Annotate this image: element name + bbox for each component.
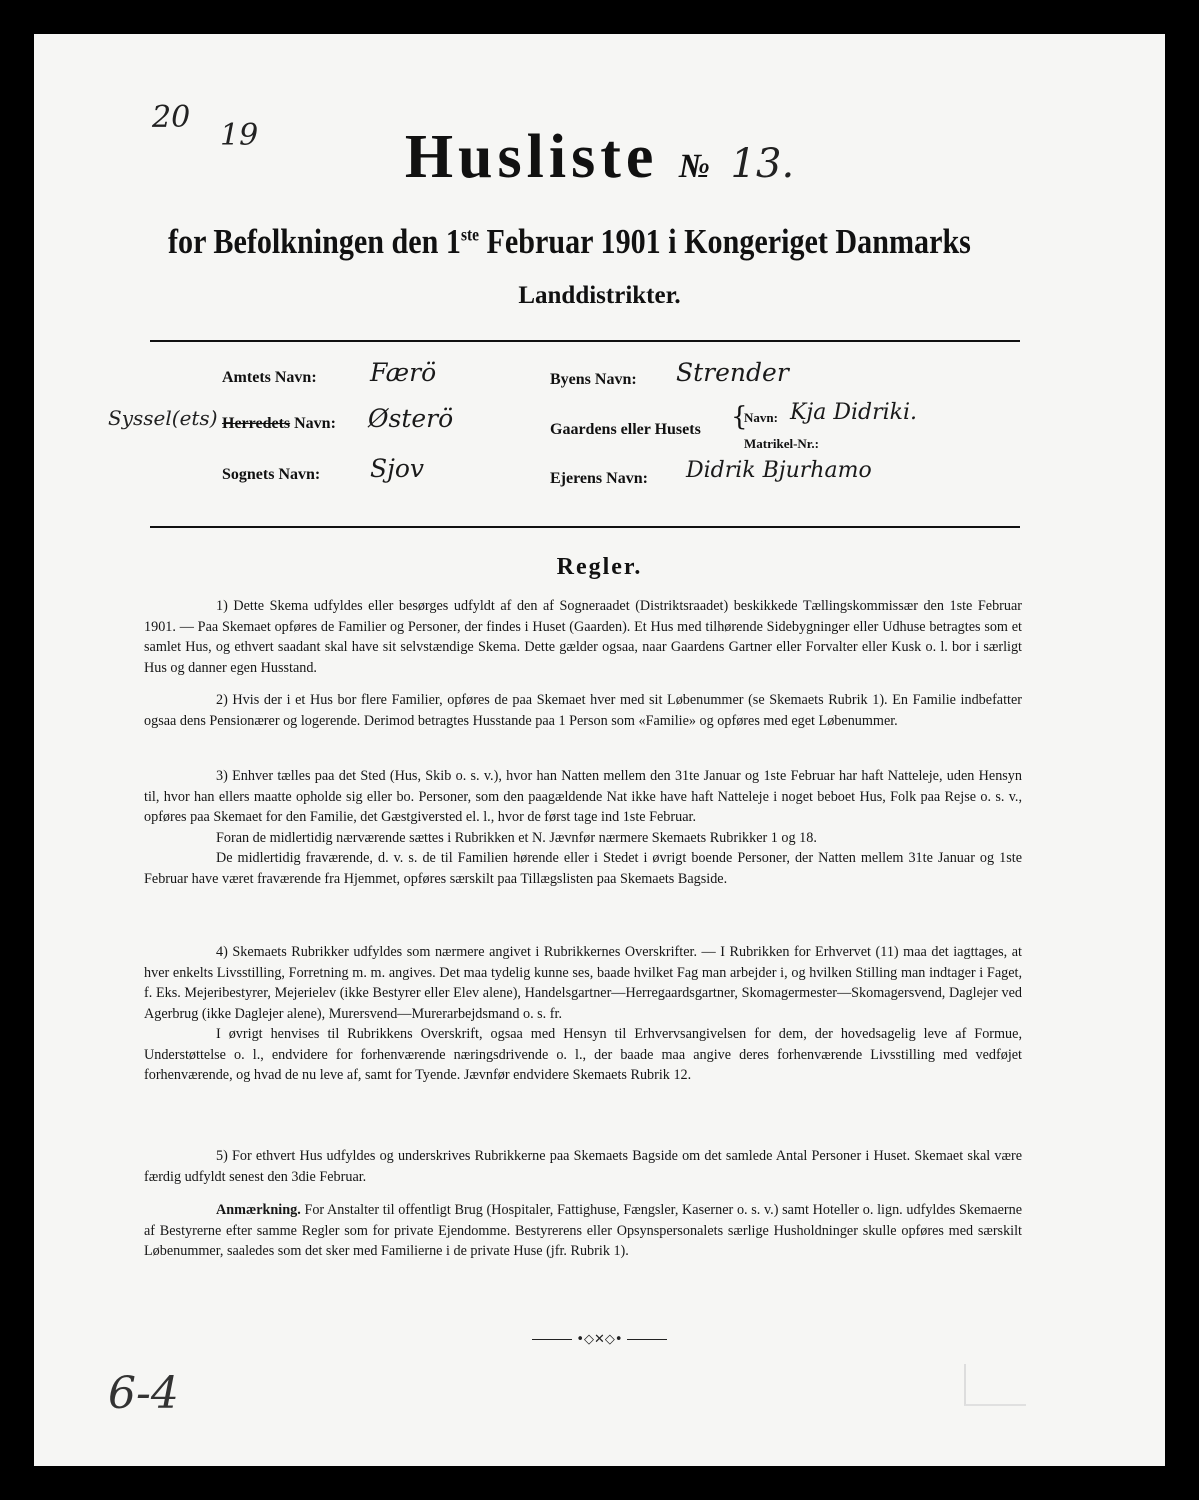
sogn-label: Sognets Navn: — [222, 466, 321, 483]
amt-label: Amtets Navn: — [222, 369, 317, 386]
rule-2 — [144, 690, 1022, 731]
subtitle-pre: for Befolkningen den 1 — [168, 222, 461, 261]
form-title — [34, 122, 1165, 193]
rule-1 — [144, 596, 1022, 678]
archive-number-2: 19 — [220, 118, 259, 153]
gaard-navn-value: Kja Didriki. — [790, 400, 918, 425]
annotation-text — [144, 1200, 1022, 1262]
matrikel-label: Matrikel-Nr.: — [744, 436, 819, 451]
brace-bracket: { — [731, 402, 748, 432]
rule-3-text-a: 3) Enhver tælles paa det Sted (Hus, Skib o. s. v.), hvor han Natten mellem den 31te Januar og 1ste Februar har haft Natteleje, uden Hensyn til, hvor han ellers maatte opholde sig eller bo. Personer, som den paagældende Nat ikke have haft Natteleje i noget beboet Hus, Folk paa Rejse o. s. v., opføres paa Skemaet for den Familie, det Gæstgiversted el. l., hvor de først tage ind 1ste Februar. — [144, 768, 1022, 825]
rule-3-text-b: Foran de midlertidig nærværende sættes i Rubrikken et N. Jævnfør nærmere Skemaets Rubrikker 1 og 18. — [216, 829, 817, 846]
census-form-page — [34, 34, 1165, 1466]
rule-5-text: 5) For ethvert Hus udfyldes og underskrives Rubrikkerne paa Skemaets Bagside om det samlede Antal Personer i Huset. Skemaet skal være færdig udfyldt senest den 3die Februar. — [144, 1148, 1022, 1185]
archive-number-1: 20 — [152, 100, 191, 135]
ornament-line-left — [532, 1339, 572, 1340]
form-subtitle — [168, 222, 971, 262]
rule-3-text-c: De midlertidig fraværende, d. v. s. de til Familien hørende eller i Stedet i øvrigt boende Personer, der Natten mellem 31te Januar og 1ste Februar have været fraværende fra Hjemmet, opføres særskilt paa Tillægslisten paa Skemaets Bagside. — [144, 850, 1022, 887]
number-label: № — [678, 148, 711, 185]
bleed-through-mark — [964, 1364, 1026, 1406]
ornament-divider — [34, 1332, 1165, 1347]
title-text: Husliste — [404, 123, 659, 191]
by-label: Byens Navn: — [550, 371, 637, 388]
rule-2-text: 2) Hvis der i et Hus bor flere Familier, opføres de paa Skemaet hver med sit Løbenummer (se Skemaets Rubrik 1). En Familie indbefatter ogsaa dens Pensionærer og logerende. Derimod betragtes Husstande paa 1 Person som «Familie» og opføres med eget Løbenummer. — [144, 692, 1022, 729]
ornament-glyphs: •◇✕◇• — [576, 1332, 623, 1347]
gaard-label: Gaardens eller Husets — [550, 421, 701, 438]
ejer-value: Didrik Bjurhamo — [686, 458, 872, 483]
annotation — [144, 1200, 1022, 1262]
by-value: Strender — [676, 358, 789, 387]
rules-heading: Regler. — [556, 554, 643, 580]
herred-label-navn: Navn: — [294, 415, 336, 432]
number-value: 13. — [730, 141, 795, 187]
subtitle-sup: ste — [460, 224, 480, 245]
rule-4-text-a: 4) Skemaets Rubrikker udfyldes som nærmere angivet i Rubrikkernes Overskrifter. — I Rubrikken for Erhvervet (11) maa det iagttages, at hver enkelts Livsstilling, Forretning m. m. angives. Det maa tydelig kunne ses, baade hvilket Fag man arbejder i, og hvilken Stilling man indtager i Faget, f. Eks. Mejeribestyrer, Mejerielev (ikke Bestyrer eller Elev alene), Handelsgartner—Herregaardsgartner, Skomagermester—Skomagersvend, Daglejer ved Agerbrug (ikke Daglejer alene), Murersvend—Murerarbejdsmand o. s. fr. — [144, 944, 1022, 1022]
annotation-body: For Anstalter til offentligt Brug (Hospitaler, Fattighuse, Fængsler, Kaserner o. s. v.) samt Hoteller o. lign. udfyldes Skemaerne af Bestyrerne efter samme Regler som for private Ejendomme. Bestyrerens eller Opsynspersonalets særlige Husholdninger skulle opføres med særskilt Løbenummer, saaledes som det sker med Familierne i de private Huse (jfr. Rubrik 1). — [144, 1202, 1022, 1259]
ejer-label: Ejerens Navn: — [550, 470, 648, 487]
herred-value: Østerö — [368, 404, 454, 433]
annotation-label: Anmærkning. — [216, 1202, 301, 1218]
gaard-navn-label: Navn: — [744, 410, 778, 425]
rule-1-text: 1) Dette Skema udfyldes eller besørges udfyldt af den af Sogneraadet (Distriktsraadet) beskikkede Tællingskommissær den 1ste Februar 1901. — Paa Skemaet opføres de Familier og Personer, der findes i Huset (Gaarden). Et Hus med tilhørende Sidebygninger eller Udhuse betragtes som et samlet Hus, og ethvert saadant skal have sit selvstændige Skema. Dette gælder ogsaa, naar Gaardens Gartner eller Forvalter eller Kusk o. l. bor i særligt Hus og danner egen Husstand. — [144, 598, 1022, 676]
top-divider — [150, 340, 1020, 342]
herred-label — [222, 415, 336, 433]
rule-4 — [144, 942, 1022, 1086]
amt-value: Færö — [370, 358, 437, 387]
form-subtitle-district: Landdistrikter. — [518, 282, 681, 309]
rule-3 — [144, 766, 1022, 889]
herred-label-struck: Herredets — [222, 415, 291, 432]
handwritten-footer-note: 6-4 — [108, 1368, 179, 1419]
sogn-value: Sjov — [370, 454, 425, 483]
margin-note-syssel: Syssel(ets) — [108, 406, 218, 430]
rule-4-text-b: I øvrigt henvises til Rubrikkens Overskrift, ogsaa med Hensyn til Erhvervsangivelsen for dem, der hovedsagelig leve af Formue, Understøttelse o. l., endvidere for forhenværende næringsdrivende o. l., der baade maa angive deres forhenværende Livsstilling med vedføjet forhenværende, og hvad de nu leve af, samt for Tyende. Jævnfør endvidere Skemaets Rubrik 12. — [144, 1026, 1022, 1083]
rule-5 — [144, 1146, 1022, 1187]
subtitle-post: Februar 1901 i Kongeriget Danmarks — [479, 222, 971, 261]
ornament-line-right — [627, 1339, 667, 1340]
bottom-divider — [150, 526, 1020, 528]
